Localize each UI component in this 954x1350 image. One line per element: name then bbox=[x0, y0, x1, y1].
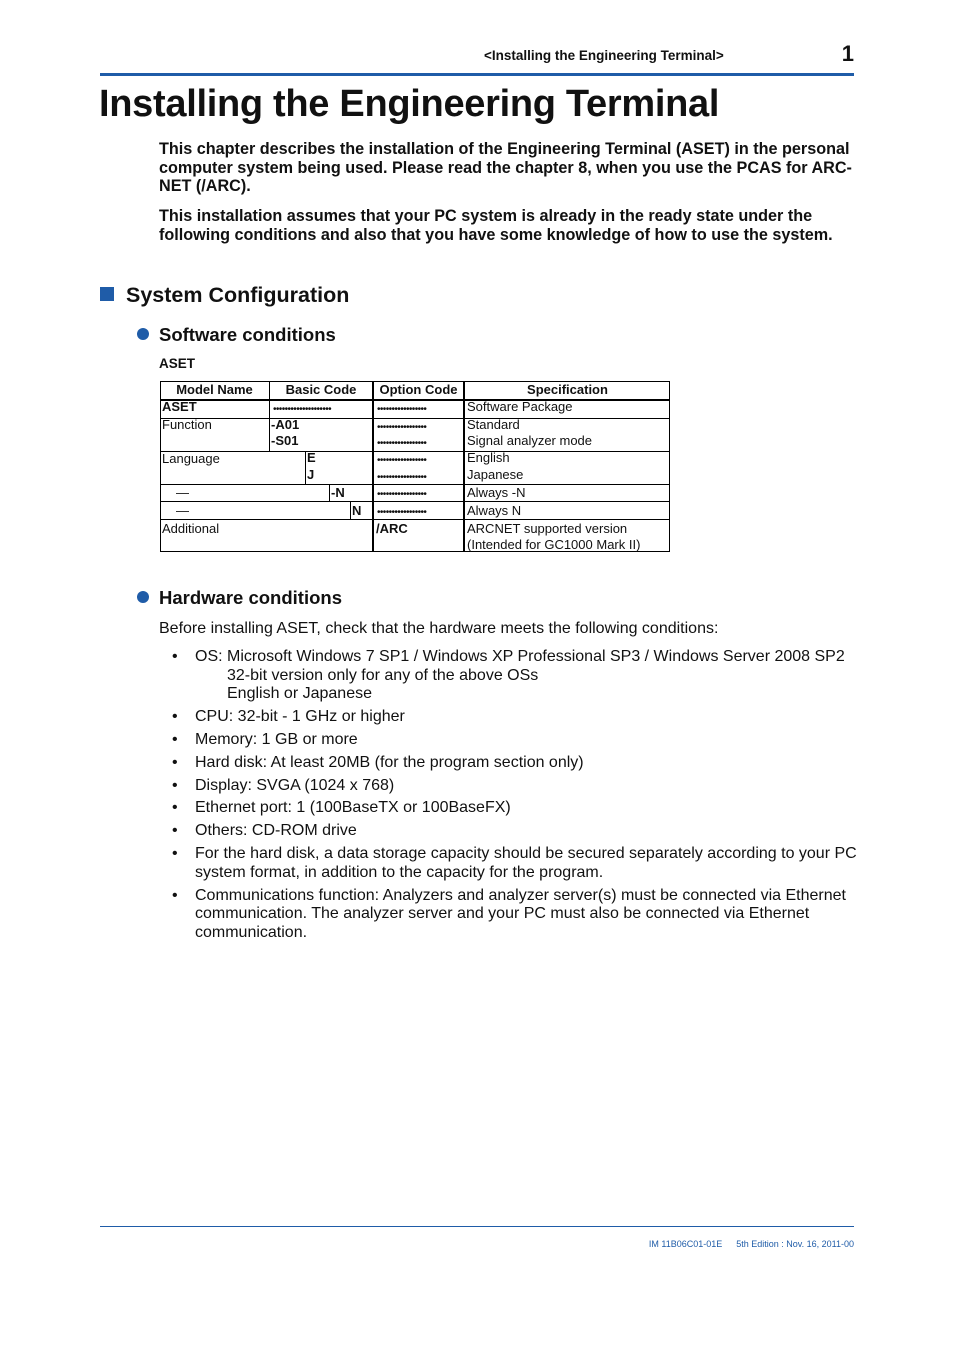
circle-bullet-icon bbox=[137, 591, 149, 603]
page-number: 1 bbox=[841, 41, 854, 66]
list-item: • Ethernet port: 1 (100BaseTX or 100BaseFX) bbox=[172, 799, 511, 817]
header-rule bbox=[100, 73, 854, 76]
bullet-icon: • bbox=[172, 845, 178, 863]
row-n-spec: Always N bbox=[467, 503, 522, 518]
row-additional-model: Additional bbox=[162, 521, 220, 536]
section-heading bbox=[100, 283, 349, 308]
hardware-heading bbox=[137, 587, 342, 609]
list-item: • CPU: 32-bit - 1 GHz or higher bbox=[172, 707, 405, 725]
list-item: • Others: CD-ROM drive bbox=[172, 822, 357, 840]
intro-paragraph-2: This installation assumes that your PC system is already in the ready state under the following conditions and also that you have some knowledge of how to use the system. bbox=[159, 207, 833, 244]
section-title: System Configuration bbox=[126, 283, 350, 307]
row-function-code-a01: -A01 bbox=[271, 417, 300, 432]
footer bbox=[649, 1239, 854, 1249]
row-function-spec-s01: Signal analyzer mode bbox=[467, 433, 593, 448]
spec-table: Model Name Basic Code Option Code Specification ASET •••••••••••••••••••• ••••••••••••••••• Software Package Function -A01 -S01 ••••••••••••••••• ••••••••••••••••• Standard Signal analyzer mode Language E J ••••••••••••••••• ••••••••••••••••• English Japanese — -N ••••••••••••••••• Always -N — N ••••••••••••••••• Always N Additional /ARC ARCNET supported version (Intended for GC1000 Mark II) bbox=[160, 381, 670, 552]
circle-bullet-icon bbox=[137, 328, 149, 340]
hardware-lead: Before installing ASET, check that the hardware meets the following conditions: bbox=[159, 620, 719, 637]
bullet-icon: • bbox=[172, 799, 178, 817]
doc-id: IM 11B06C01-01E bbox=[648, 1239, 723, 1249]
row-language-code-e: E bbox=[307, 450, 316, 465]
header-option-code: Option Code bbox=[379, 382, 458, 397]
chapter-title: Installing the Engineering Terminal bbox=[99, 83, 720, 125]
bullet-icon: • bbox=[172, 776, 178, 794]
row-language-spec-e: English bbox=[467, 450, 510, 465]
list-item: • For the hard disk, a data storage capacity should be secured separately according to your PC system format, in addition to the capacity for the program. bbox=[172, 845, 857, 881]
intro-paragraph-1: This chapter describes the installation of the Engineering Terminal (ASET) in the personal computer system being used. Please read the chapter 8, when you use the PCAS for ARC-NET (/ARC). bbox=[159, 140, 852, 195]
row-n-dash-spec: Always -N bbox=[467, 485, 526, 500]
header-basic-code: Basic Code bbox=[285, 382, 357, 397]
row-additional-spec-2: (Intended for GC1000 Mark II) bbox=[467, 537, 641, 552]
row-additional-option: /ARC bbox=[376, 521, 408, 536]
list-item: • Hard disk: At least 20MB (for the program section only) bbox=[172, 753, 584, 771]
row-language-code-j: J bbox=[307, 467, 315, 482]
header-specification: Specification bbox=[527, 382, 608, 397]
edition: 5th Edition : Nov. 16, 2011-00 bbox=[736, 1239, 854, 1249]
row-additional-spec-1: ARCNET supported version bbox=[467, 521, 628, 536]
table-label: ASET bbox=[159, 356, 196, 371]
hardware-title: Hardware conditions bbox=[159, 587, 342, 608]
row-aset-model: ASET bbox=[162, 399, 197, 414]
footer-rule bbox=[100, 1226, 854, 1227]
row-language-model: Language bbox=[162, 451, 220, 466]
running-head: <Installing the Engineering Terminal> bbox=[484, 48, 724, 63]
bullet-icon: • bbox=[172, 707, 178, 725]
bullet-icon: • bbox=[172, 730, 178, 748]
row-n-code: N bbox=[352, 503, 362, 518]
row-aset-spec: Software Package bbox=[467, 399, 573, 414]
list-item: • Memory: 1 GB or more bbox=[172, 730, 358, 748]
list-item: • OS: Microsoft Windows 7 SP1 / Windows XP Professional SP3 / Windows Server 2008 SP2 32-bit version only for any of the above OSs English or Japanese bbox=[172, 648, 845, 702]
bullet-icon: • bbox=[172, 648, 178, 665]
bullet-icon: • bbox=[172, 886, 178, 904]
row-n-model: — bbox=[176, 503, 189, 518]
square-bullet-icon bbox=[100, 287, 114, 301]
row-language-spec-j: Japanese bbox=[467, 467, 524, 482]
header-model-name: Model Name bbox=[176, 382, 253, 397]
bullet-icon: • bbox=[172, 753, 178, 771]
bullet-icon: • bbox=[172, 822, 178, 840]
list-item: • Display: SVGA (1024 x 768) bbox=[172, 776, 395, 794]
row-n-dash-model: — bbox=[176, 485, 189, 500]
row-n-dash-code: -N bbox=[331, 485, 345, 500]
software-title: Software conditions bbox=[159, 324, 336, 345]
row-function-model: Function bbox=[162, 417, 212, 432]
row-function-spec-a01: Standard bbox=[467, 417, 520, 432]
software-heading bbox=[137, 324, 336, 346]
list-item: • Communications function: Analyzers and analyzer server(s) must be connected via Ethernet communication. The analyzer server and your PC must also be connected via Ethernet communication. bbox=[172, 886, 846, 941]
hardware-list bbox=[172, 648, 862, 947]
row-function-code-s01: -S01 bbox=[271, 433, 299, 448]
